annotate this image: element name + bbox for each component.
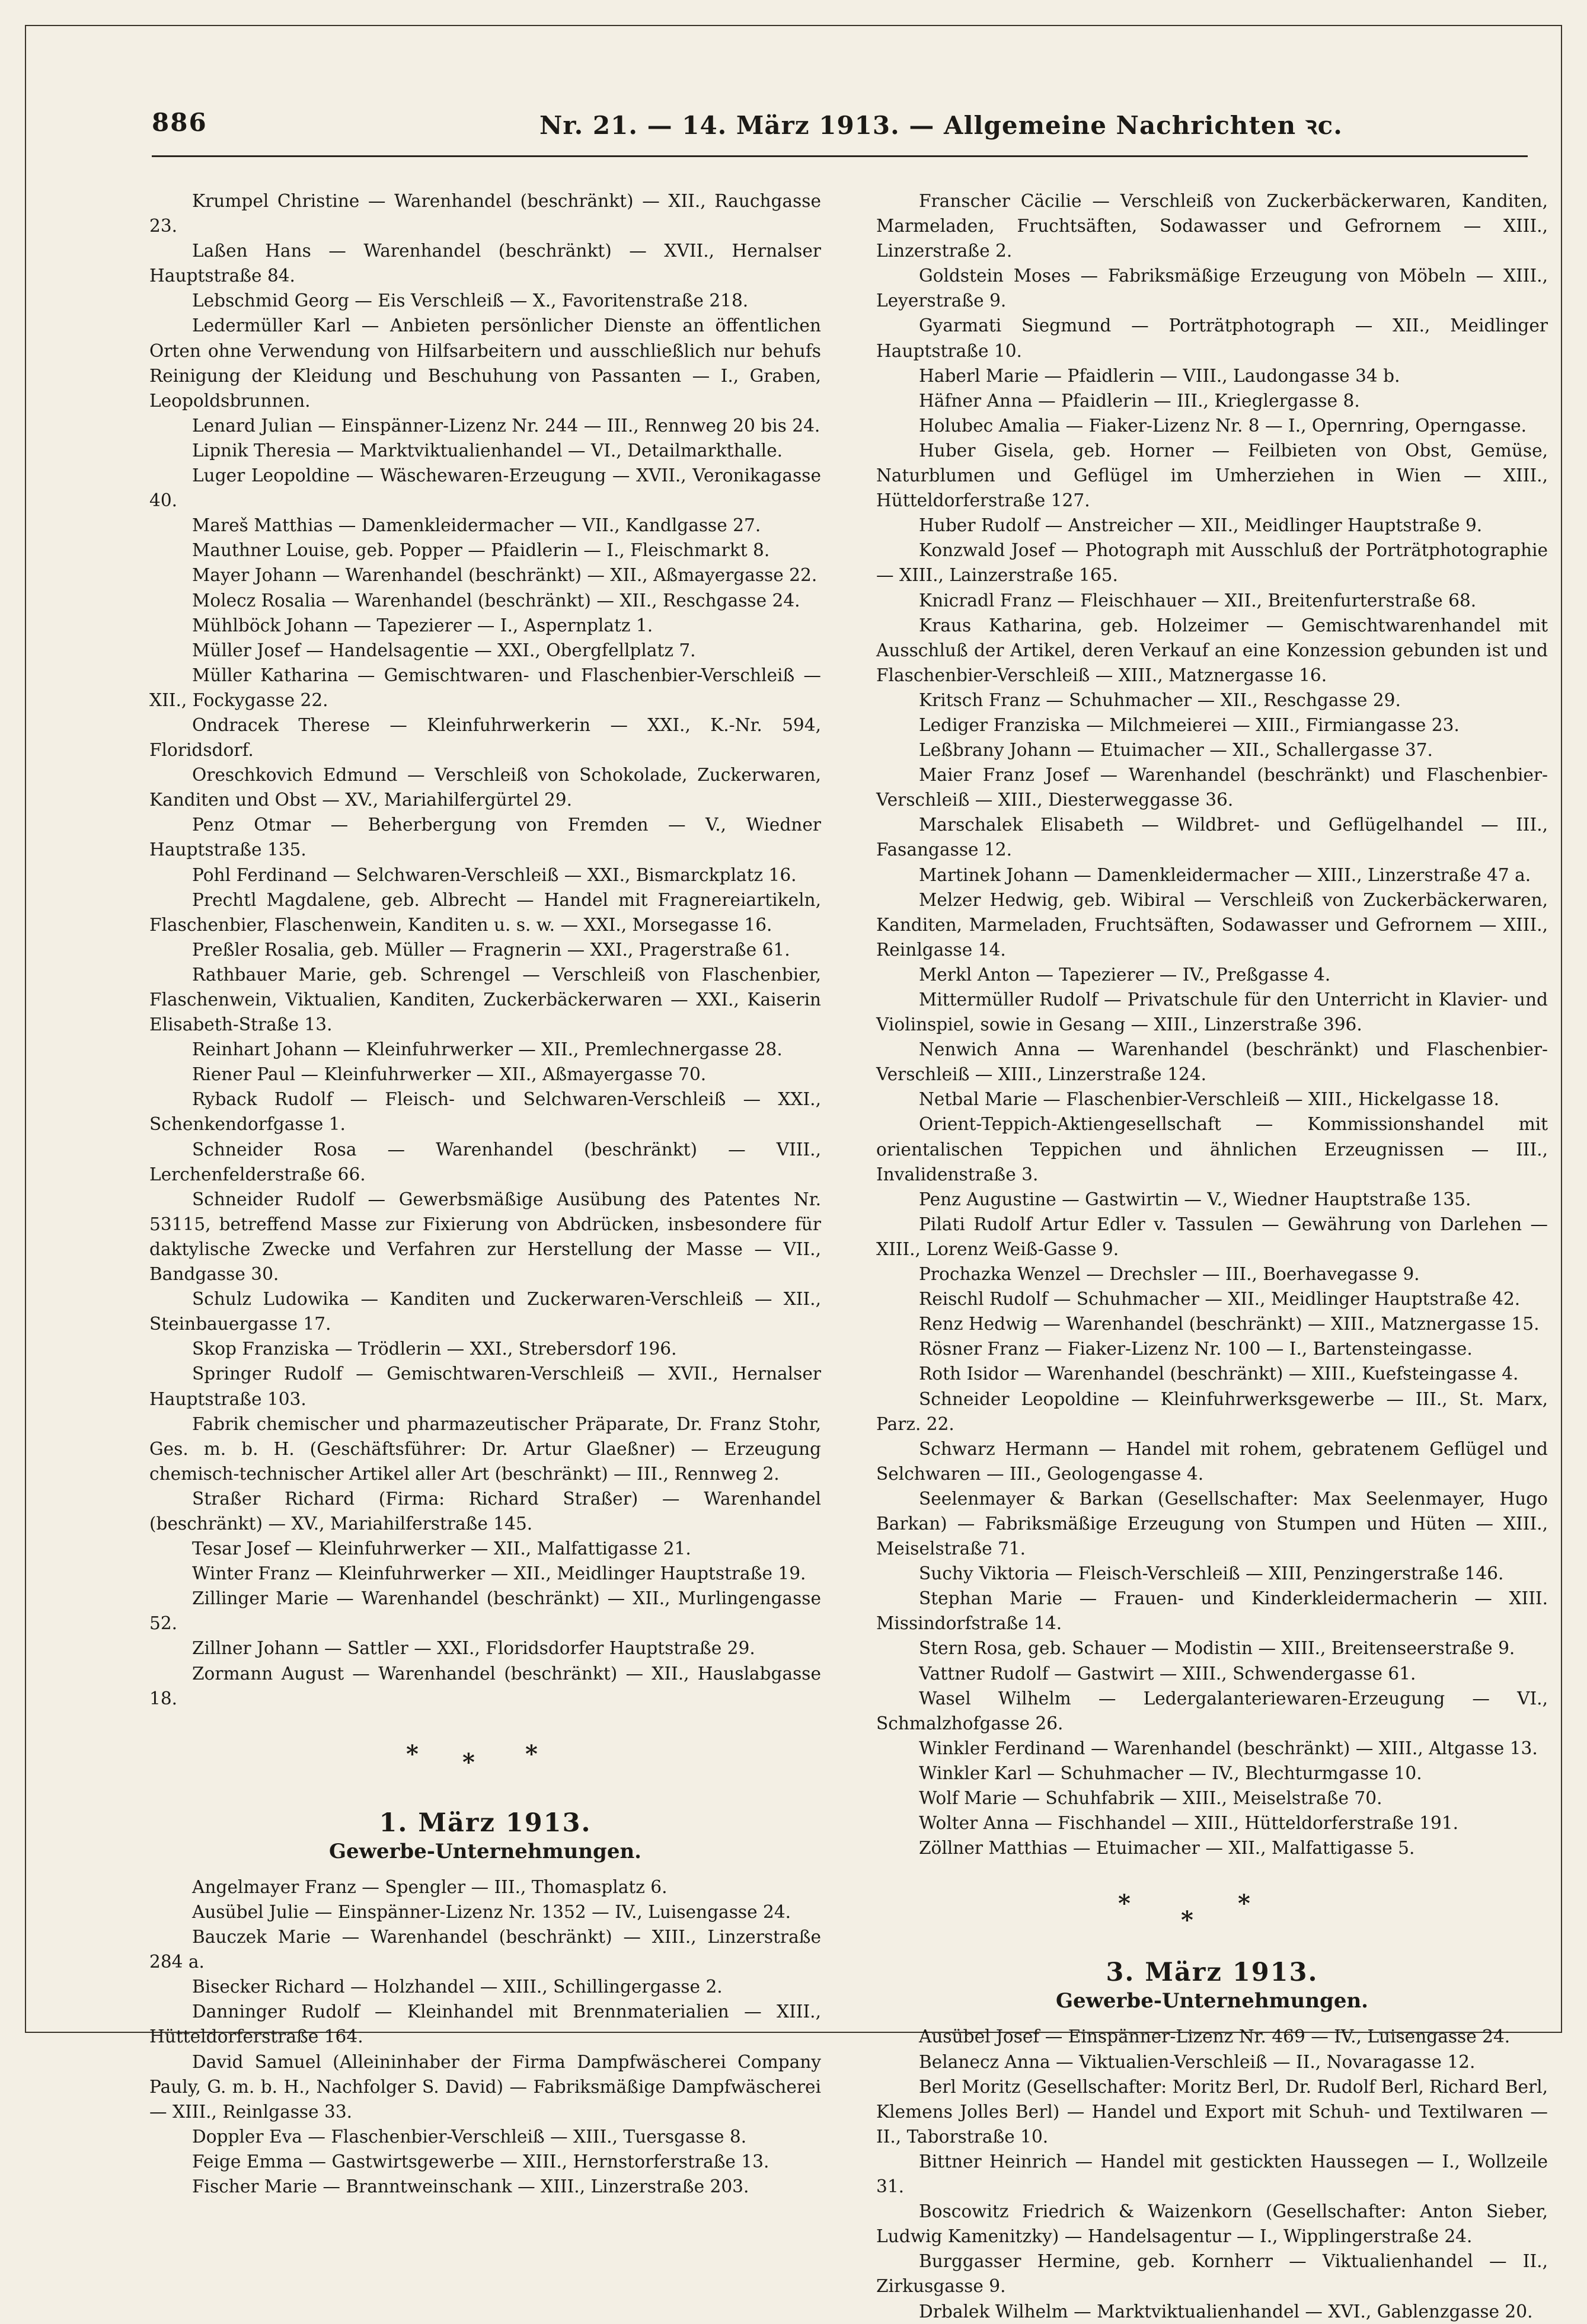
register-entry: Konzwald Josef — Photograph mit Ausschluß der Porträtphotographie — XIII., Lainzerstraße 165.	[876, 540, 1548, 586]
asterisk: *	[406, 1739, 419, 1768]
register-entry: Wasel Wilhelm — Ledergalanteriewaren-Erzeugung — VI., Schmalzhofgasse 26.	[876, 1688, 1548, 1734]
register-entry: Franscher Cäcilie — Verschleiß von Zuckerbäckerwaren, Kanditen, Marmeladen, Fruchtsäften, Sodawasser und Gefrornem — XIII., Linzerstraße 2.	[876, 191, 1548, 261]
register-entry: David Samuel (Alleininhaber der Firma Dampfwäscherei Company Pauly, G. m. b. H., Nachfolger S. David) — Fabriksmäßige Dampfwäscherei — XIII., Reinlgasse 33.	[149, 2051, 821, 2122]
register-entry: Lenard Julian — Einspänner-Lizenz Nr. 244 — III., Rennweg 20 bis 24.	[192, 415, 820, 436]
register-entry: Boscowitz Friedrich & Waizenkorn (Gesellschafter: Anton Sieber, Ludwig Kamenitzky) — Handelsagentur — I., Wipplingerstraße 24.	[876, 2201, 1548, 2247]
section-heading: Gewerbe-Unternehmungen.	[328, 1839, 642, 1863]
register-entry: Reischl Rudolf — Schuhmacher — XII., Meidlinger Hauptstraße 42.	[919, 1289, 1521, 1310]
register-entry: Mittermüller Rudolf — Privatschule für den Unterricht in Klavier- und Violinspiel, sowie in Gesang — XIII., Linzerstraße 396.	[876, 989, 1548, 1035]
register-entry: Huber Rudolf — Anstreicher — XII., Meidlinger Hauptstraße 9.	[919, 515, 1483, 536]
register-entry: Fabrik chemischer und pharmazeutischer Präparate, Dr. Franz Stohr, Ges. m. b. H. (Geschäftsführer: Dr. Artur Glaeßner) — Erzeugung chemisch-technischer Artikel aller Art (beschränkt) — III., Rennweg 2.	[149, 1413, 821, 1484]
right-column	[876, 189, 1548, 2324]
register-entry: Häfner Anna — Pfaidlerin — III., Krieglergasse 8.	[919, 390, 1360, 411]
register-entry: Seelenmayer & Barkan (Gesellschafter: Max Seelenmayer, Hugo Barkan) — Fabriksmäßige Erzeugung von Stumpen und Hüten — XIII., Meiselstraße 71.	[876, 1488, 1548, 1559]
register-entry: Ausübel Josef — Einspänner-Lizenz Nr. 469 — IV., Luisengasse 24.	[919, 2026, 1511, 2047]
register-entry: Bittner Heinrich — Handel mit gestickten Haussegen — I., Wollzeile 31.	[876, 2151, 1548, 2197]
register-entry: Belanecz Anna — Viktualien-Verschleiß — II., Novaragasse 12.	[919, 2051, 1476, 2072]
register-entry: Mauthner Louise, geb. Popper — Pfaidlerin — I., Fleischmarkt 8.	[192, 540, 770, 561]
right-section-entry-list	[876, 2024, 1548, 2323]
register-entry: Melzer Hedwig, geb. Wibiral — Verschleiß von Zuckerbäckerwaren, Kanditen, Marmeladen, Fruchtsäften, Sodawasser und Gefrornem — XIII., Reinlgasse 14.	[876, 889, 1548, 960]
register-entry: Holubec Amalia — Fiaker-Lizenz Nr. 8 — I., Opernring, Operngasse.	[919, 415, 1527, 436]
register-entry: Müller Josef — Handelsagentie — XXI., Obergfellplatz 7.	[192, 640, 696, 660]
register-entry: Mühlböck Johann — Tapezierer — I., Aspernplatz 1.	[192, 615, 653, 636]
header-rule	[152, 155, 1528, 157]
register-entry: Luger Leopoldine — Wäschewaren-Erzeugung — XVII., Veronikagasse 40.	[149, 465, 821, 511]
running-title: Nr. 21. — 14. März 1913. — Allgemeine Nachrichten ꝛc.	[539, 111, 1343, 140]
register-entry: Danninger Rudolf — Kleinhandel mit Brennmaterialien — XIII., Hütteldorferstraße 164.	[149, 2001, 821, 2047]
asterisk: *	[1181, 1906, 1193, 1934]
register-entry: Renz Hedwig — Warenhandel (beschränkt) — XIII., Matznergasse 15.	[919, 1314, 1540, 1335]
register-entry: Prochazka Wenzel — Drechsler — III., Boerhavegasse 9.	[919, 1264, 1420, 1285]
section-date: 1. März 1913.	[379, 1808, 592, 1838]
register-entry: Berl Moritz (Gesellschafter: Moritz Berl, Dr. Rudolf Berl, Richard Berl, Klemens Jolles Berl) — Handel und Export mit Schuh- und Textilwaren — II., Taborstraße 10.	[876, 2076, 1548, 2147]
register-entry: Penz Augustine — Gastwirtin — V., Wiedner Hauptstraße 135.	[919, 1189, 1471, 1209]
register-entry: Pohl Ferdinand — Selchwaren-Verschleiß — XXI., Bismarckplatz 16.	[192, 864, 797, 885]
register-entry: Wolf Marie — Schuhfabrik — XIII., Meiselstraße 70.	[919, 1788, 1382, 1808]
register-entry: Nenwich Anna — Warenhandel (beschränkt) und Flaschenbier-Verschleiß — XIII., Linzerstraße 124.	[876, 1039, 1548, 1085]
asterisk: *	[1118, 1889, 1131, 1918]
register-entry: Zöllner Matthias — Etuimacher — XII., Malfattigasse 5.	[919, 1838, 1415, 1859]
right-entry-list	[876, 189, 1548, 1860]
register-entry: Pilati Rudolf Artur Edler v. Tassulen — Gewährung von Darlehen — XIII., Lorenz Weiß-Gasse 9.	[876, 1214, 1548, 1259]
page-number: 886	[152, 108, 207, 137]
register-entry: Bisecker Richard — Holzhandel — XIII., Schillingergasse 2.	[192, 1977, 723, 1997]
register-entry: Marschalek Elisabeth — Wildbret- und Geflügelhandel — III., Fasangasse 12.	[876, 815, 1548, 860]
register-entry: Schneider Leopoldine — Kleinfuhrwerksgewerbe — III., St. Marx, Parz. 22.	[876, 1388, 1548, 1434]
register-entry: Winter Franz — Kleinfuhrwerker — XII., Meidlinger Hauptstraße 19.	[192, 1563, 806, 1584]
register-entry: Ausübel Julie — Einspänner-Lizenz Nr. 1352 — IV., Luisengasse 24.	[192, 1902, 791, 1922]
register-entry: Drbalek Wilhelm — Marktviktualienhandel — XVI., Gablenzgasse 20.	[919, 2301, 1533, 2322]
register-entry: Straßer Richard (Firma: Richard Straßer) — Warenhandel (beschränkt) — XV., Mariahilferstraße 145.	[149, 1488, 821, 1534]
register-entry: Skop Franziska — Trödlerin — XXI., Strebersdorf 196.	[192, 1339, 677, 1359]
register-entry: Oreschkovich Edmund — Verschleiß von Schokolade, Zuckerwaren, Kanditen und Obst — XV., Mariahilfergürtel 29.	[149, 765, 821, 810]
register-entry: Rathbauer Marie, geb. Schrengel — Verschleiß von Flaschenbier, Flaschenwein, Viktualien, Kanditen, Zuckerbäckerwaren — XXI., Kaiserin Elisabeth-Straße 13.	[149, 964, 821, 1035]
register-entry: Goldstein Moses — Fabriksmäßige Erzeugung von Möbeln — XIII., Leyerstraße 9.	[876, 266, 1548, 311]
register-entry: Orient-Teppich-Aktiengesellschaft — Kommissionshandel mit orientalischen Teppichen und ähnlichen Erzeugnissen — III., Invalidenstraße 3.	[876, 1114, 1548, 1185]
register-entry: Winkler Ferdinand — Warenhandel (beschränkt) — XIII., Altgasse 13.	[919, 1738, 1538, 1758]
register-entry: Lediger Franziska — Milchmeierei — XIII., Firmiangasse 23.	[919, 714, 1460, 735]
register-entry: Ondracek Therese — Kleinfuhrwerkerin — XXI., K.-Nr. 594, Floridsdorf.	[149, 714, 821, 761]
register-entry: Mayer Johann — Warenhandel (beschränkt) — XII., Aßmayergasse 22.	[192, 565, 818, 586]
register-entry: Feige Emma — Gastwirtsgewerbe — XIII., Hernstorferstraße 13.	[192, 2151, 769, 2172]
register-entry: Stephan Marie — Frauen- und Kinderkleidermacherin — XIII. Missindorfstraße 14.	[876, 1588, 1548, 1634]
register-entry: Krumpel Christine — Warenhandel (beschränkt) — XII., Rauchgasse 23.	[149, 191, 821, 237]
register-entry: Schneider Rosa — Warenhandel (beschränkt) — VIII., Lerchenfelderstraße 66.	[149, 1139, 821, 1185]
register-entry: Huber Gisela, geb. Horner — Feilbieten von Obst, Gemüse, Naturblumen und Geflügel im Umherziehen in Wien — XIII., Hütteldorferstraße 127.	[876, 440, 1548, 511]
register-entry: Rösner Franz — Fiaker-Lizenz Nr. 100 — I., Bartensteingasse.	[919, 1339, 1473, 1359]
asterisk: *	[1238, 1889, 1250, 1918]
register-entry: Doppler Eva — Flaschenbier-Verschleiß — XIII., Tuersgasse 8.	[192, 2126, 747, 2147]
register-entry: Haberl Marie — Pfaidlerin — VIII., Laudongasse 34 b.	[919, 365, 1400, 386]
left-section-entry-list	[149, 1875, 821, 2199]
register-entry: Müller Katharina — Gemischtwaren- und Flaschenbier-Verschleiß — XII., Fockygasse 22.	[149, 665, 821, 710]
left-column	[149, 189, 821, 2199]
register-entry: Maier Franz Josef — Warenhandel (beschränkt) und Flaschenbier-Verschleiß — XIII., Diesterweggasse 36.	[876, 765, 1548, 810]
register-entry: Molecz Rosalia — Warenhandel (beschränkt) — XII., Reschgasse 24.	[192, 590, 800, 611]
section-date: 3. März 1913.	[1106, 1958, 1318, 1988]
asterisk: *	[462, 1748, 475, 1776]
register-entry: Zillner Johann — Sattler — XXI., Floridsdorfer Hauptstraße 29.	[192, 1638, 755, 1659]
register-entry: Gyarmati Siegmund — Porträtphotograph — XII., Meidlinger Hauptstraße 10.	[876, 315, 1548, 361]
register-entry: Roth Isidor — Warenhandel (beschränkt) — XIII., Kuefsteingasse 4.	[919, 1364, 1519, 1384]
register-entry: Kritsch Franz — Schuhmacher — XII., Reschgasse 29.	[919, 689, 1401, 710]
register-entry: Zillinger Marie — Warenhandel (beschränkt) — XII., Murlingengasse 52.	[149, 1588, 821, 1634]
register-entry: Burggasser Hermine, geb. Kornherr — Viktualienhandel — II., Zirkusgasse 9.	[876, 2251, 1548, 2297]
register-entry: Schulz Ludowika — Kanditen und Zuckerwaren-Verschleiß — XII., Steinbauergasse 17.	[149, 1289, 821, 1335]
register-entry: Martinek Johann — Damenkleidermacher — XIII., Linzerstraße 47 a.	[919, 864, 1531, 885]
register-entry: Winkler Karl — Schuhmacher — IV., Blechturmgasse 10.	[919, 1763, 1422, 1783]
register-entry: Bauczek Marie — Warenhandel (beschränkt) — XIII., Linzerstraße 284 a.	[149, 1927, 821, 1972]
register-entry: Vattner Rudolf — Gastwirt — XIII., Schwendergasse 61.	[919, 1663, 1416, 1684]
register-entry: Ledermüller Karl — Anbieten persönlicher Dienste an öffentlichen Orten ohne Verwendung von Hilfsarbeitern und ausschließlich nur behufs Reinigung der Kleidung und Beschuhung von Passanten — I., Graben, Leopoldsbrunnen.	[149, 315, 821, 411]
register-entry: Schneider Rudolf — Gewerbsmäßige Ausübung des Patentes Nr. 53115, betreffend Masse zur Fixierung von Abdrücken, insbesondere für daktylische Zwecke und Verfahren zur Herstellung der Masse — VII., Bandgasse 30.	[149, 1189, 821, 1285]
register-entry: Knicradl Franz — Fleischhauer — XII., Breitenfurterstraße 68.	[919, 590, 1477, 611]
register-entry: Wolter Anna — Fischhandel — XIII., Hütteldorferstraße 191.	[919, 1813, 1459, 1834]
register-entry: Mareš Matthias — Damenkleidermacher — VII., Kandlgasse 27.	[192, 515, 761, 536]
register-entry: Penz Otmar — Beherbergung von Fremden — V., Wiedner Hauptstraße 135.	[149, 815, 821, 860]
register-entry: Schwarz Hermann — Handel mit rohem, gebratenem Geflügel und Selchwaren — III., Geologengasse 4.	[876, 1438, 1548, 1484]
register-entry: Fischer Marie — Branntweinschank — XIII., Linzerstraße 203.	[192, 2176, 749, 2197]
register-entry: Springer Rudolf — Gemischtwaren-Verschleiß — XVII., Hernalser Hauptstraße 103.	[149, 1364, 821, 1409]
register-entry: Merkl Anton — Tapezierer — IV., Preßgasse 4.	[919, 964, 1331, 985]
register-entry: Reinhart Johann — Kleinfuhrwerker — XII., Premlechnergasse 28.	[192, 1039, 783, 1060]
register-entry: Lebschmid Georg — Eis Verschleiß — X., Favoritenstraße 218.	[192, 290, 749, 311]
register-entry: Prechtl Magdalene, geb. Albrecht — Handel mit Fragnereiartikeln, Flaschenbier, Flaschenwein, Kanditen u. s. w. — XXI., Morsegasse 16.	[149, 889, 821, 935]
left-entry-list	[149, 189, 821, 1711]
register-entry: Suchy Viktoria — Fleisch-Verschleiß — XIII, Penzingerstraße 146.	[919, 1563, 1504, 1584]
section-separator	[149, 1711, 821, 1800]
register-entry: Stern Rosa, geb. Schauer — Modistin — XIII., Breitenseerstraße 9.	[919, 1638, 1515, 1659]
register-entry: Angelmayer Franz — Spengler — III., Thomasplatz 6.	[192, 1876, 668, 1897]
page-header	[152, 108, 1528, 149]
register-entry: Ryback Rudolf — Fleisch- und Selchwaren-Verschleiß — XXI., Schenkendorfgasse 1.	[149, 1089, 821, 1135]
register-entry: Lipnik Theresia — Marktviktualienhandel — VI., Detailmarkthalle.	[192, 440, 783, 461]
register-entry: Riener Paul — Kleinfuhrwerker — XII., Aßmayergasse 70.	[192, 1064, 707, 1085]
section-heading: Gewerbe-Unternehmungen.	[1055, 1989, 1369, 2013]
register-entry: Zormann August — Warenhandel (beschränkt) — XII., Hauslabgasse 18.	[149, 1663, 821, 1709]
section-separator	[876, 1860, 1548, 1949]
register-entry: Laßen Hans — Warenhandel (beschränkt) — XVII., Hernalser Hauptstraße 84.	[149, 241, 821, 286]
asterisk: *	[525, 1739, 538, 1768]
register-entry: Tesar Josef — Kleinfuhrwerker — XII., Malfattigasse 21.	[192, 1538, 691, 1559]
register-entry: Netbal Marie — Flaschenbier-Verschleiß — XIII., Hickelgasse 18.	[919, 1089, 1500, 1110]
register-entry: Leßbrany Johann — Etuimacher — XII., Schallergasse 37.	[919, 740, 1433, 761]
register-entry: Kraus Katharina, geb. Holzeimer — Gemischtwarenhandel mit Ausschluß der Artikel, deren Verkauf an eine Konzession gebunden ist und Flaschenbier-Verschleiß — XIII., Matznergasse 16.	[876, 615, 1548, 685]
register-entry: Preßler Rosalia, geb. Müller — Fragnerin — XXI., Pragerstraße 61.	[192, 939, 790, 960]
